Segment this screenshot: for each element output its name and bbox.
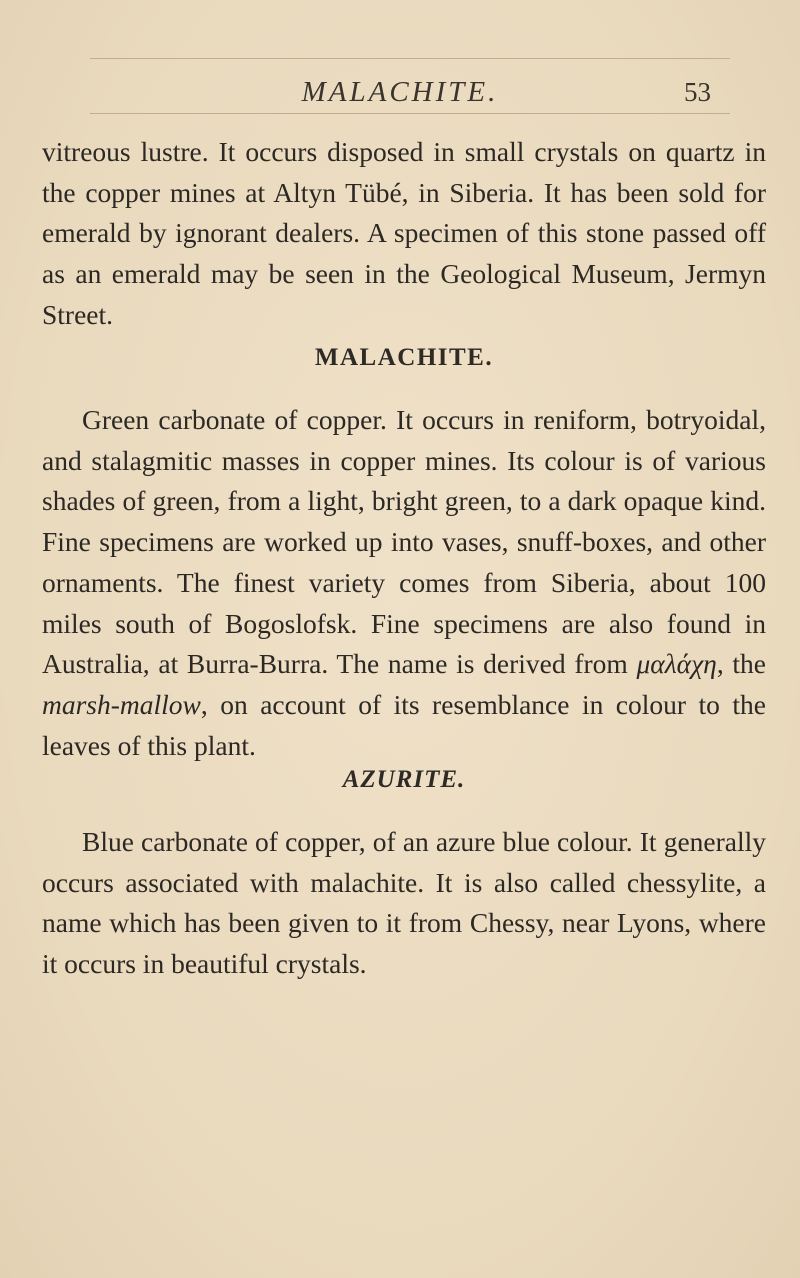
malachite-heading: MALACHITE. — [314, 344, 494, 371]
malachite-text-middle: , the — [716, 648, 766, 680]
azurite-paragraph: Blue carbonate of copper, of an azure blue colour. It generally occurs associated with malachite. It is also called chessylite, a name which has been given to it from Chessy, near Lyons, where it occurs in beautiful crystals. — [42, 826, 766, 980]
malachite-heading-block — [42, 338, 766, 378]
running-head — [0, 74, 800, 114]
opening-paragraph: vitreous lustre. It occurs disposed in small crystals on quartz in the copper mines at Altyn Tübé, in Siberia. It has been sold for emerald by ignorant dealers. A specimen of this stone passed off as an emerald may be seen in the Geological Museum, Jermyn Street. — [42, 136, 766, 330]
azurite-heading: AZURITE. — [342, 766, 466, 793]
marsh-mallow-phrase: marsh-mallow — [42, 688, 201, 720]
malachite-paragraph — [42, 400, 766, 766]
running-title: MALACHITE. — [301, 76, 499, 108]
top-rule — [90, 58, 730, 59]
malachite-text-before: Green carbonate of copper. It occurs in reniform, botryoidal, and stalagmitic masses in copper mines. Its colour is of various shades of green, from a light, bright green, to a dark opaque kind. Fine specimens are worked up into vases, snuff-boxes, and other ornaments. The finest variety comes from Siberia, about 100 miles south of Bogoslofsk. Fine specimens are also found in Australia, at Burra-Burra. The name is derived from — [42, 404, 766, 680]
azurite-paragraph-block — [42, 822, 766, 985]
header-rule — [90, 113, 730, 114]
page-number: 53 — [684, 77, 711, 107]
malachite-text-after: , on account of its resemblance in colour to the leaves of this plant. — [42, 688, 766, 761]
opening-paragraph-block — [42, 132, 766, 336]
azurite-heading-block — [42, 760, 766, 800]
malachite-paragraph-block — [42, 400, 766, 766]
greek-word: μαλάχη — [636, 648, 717, 680]
